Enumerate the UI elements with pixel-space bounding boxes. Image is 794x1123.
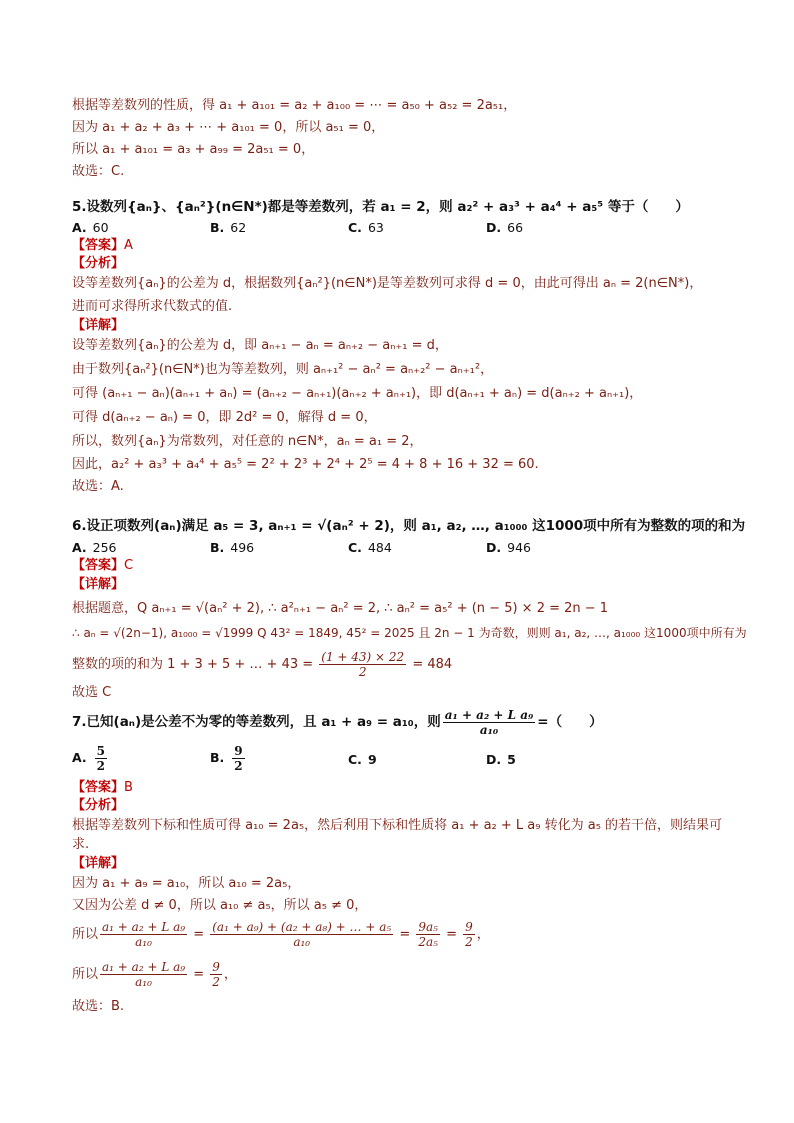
option-fraction: [232, 744, 244, 773]
q5-detail-line-2: 由于数列{aₙ²}(n∈N*)也为等差数列，则 aₙ₊₁² − aₙ² = aₙ₊₂² − aₙ₊₁²，: [72, 362, 494, 377]
fraction-numerator: 5: [96, 744, 106, 758]
q5-detail-line-1: 设等差数列{aₙ}的公差为 d，即 aₙ₊₁ − aₙ = aₙ₊₂ − aₙ₊₁ = d，: [72, 338, 448, 353]
fraction-numerator: (a₁ + a₉) + (a₂ + a₈) + … + a₅: [212, 920, 392, 934]
fraction-numerator: a₁ + a₂ + L a₉: [102, 960, 186, 974]
option-key: B.: [210, 540, 225, 555]
option-key: A.: [72, 750, 87, 765]
q6-choice-line: 故选 C: [72, 685, 112, 700]
q7-option-a: [72, 744, 109, 773]
fraction-numerator: 9: [465, 920, 473, 934]
option-value: 496: [230, 540, 255, 555]
q7-detail-line-4: 所以 $\frac{\text{a₁ + a₂ + L a₉}}{\text{a₁₀}}$ = $\frac{9}{2}$ ，: [72, 960, 237, 989]
q7-final-lhs-fraction: [100, 960, 187, 989]
option-key: C.: [348, 540, 362, 555]
q5-detail-line-6: 因此，a₂² + a₃³ + a₄⁴ + a₅⁵ = 2² + 2³ + 2⁴ + 2⁵ = 4 + 8 + 16 + 32 = 60.: [72, 457, 539, 472]
fraction-denominator: 2: [465, 935, 473, 949]
q6-detail-line-3: [72, 648, 452, 682]
option-fraction: [95, 744, 107, 773]
q7-analysis-line-1: 根据等差数列下标和性质可得 a₁₀ = 2a₅，然后利用下标和性质将 a₁ + a₂ + L a₉ 转化为 a₅ 的若干倍，则结果可: [72, 818, 723, 833]
prev-solution-line-2: 因为 a₁ + a₂ + a₃ + ⋯ + a₁₀₁ = 0，所以 a₅₁ = 0，: [72, 120, 385, 135]
fraction-denominator: a₁₀: [479, 722, 499, 737]
q5-detail-label: 【详解】: [72, 318, 125, 333]
fraction-numerator: 9: [212, 960, 220, 974]
answer-label: 【答案】: [72, 558, 125, 573]
q7-detail-line-2: 又因为公差 d ≠ 0，所以 a₁₀ ≠ a₅，所以 a₅ ≠ 0，: [72, 898, 368, 913]
option-key: D.: [486, 540, 502, 555]
q6-detail-label: 【详解】: [72, 577, 125, 592]
option-key: D.: [486, 752, 502, 767]
q7-simplified-fraction: [416, 920, 440, 949]
q7-so-text: 所以: [72, 967, 99, 982]
q7-option-c: [348, 752, 377, 767]
option-value: 5: [507, 752, 516, 767]
q5-analysis-line-1: 设等差数列{aₙ}的公差为 d，根据数列{aₙ²}(n∈N*)是等差数列可求得 d = 0，由此可得出 aₙ = 2(n∈N*)，: [72, 276, 703, 291]
option-value: 484: [367, 540, 392, 555]
q5-analysis-line-2: 进而可求得所求代数式的值.: [72, 299, 233, 314]
q6-detail-line-2: ∴ aₙ = √(2n−1), a₁₀₀₀ = √1999 Q 43² = 1849, 45² = 2025 且 2n − 1 为奇数，则则 a₁, a₂, …, a₁₀₀₀ 这1000项中所有为: [72, 626, 747, 640]
q5-detail-line-3: 可得 (aₙ₊₁ − aₙ)(aₙ₊₁ + aₙ) = (aₙ₊₂ − aₙ₊₁)(aₙ₊₂ + aₙ₊₁)，即 d(aₙ₊₁ + aₙ) = d(aₙ₊₂ + aₙ₊₁)，: [72, 386, 643, 401]
q5-option-b: [210, 220, 246, 235]
q7-detail-line-1: 因为 a₁ + a₉ = a₁₀，所以 a₁₀ = 2a₅，: [72, 876, 301, 891]
q7-so-text: 所以: [72, 927, 99, 942]
q7-lhs-fraction: [100, 920, 187, 949]
option-value: 9: [367, 752, 377, 767]
q7-result-fraction: [463, 920, 475, 949]
q6-option-b: [210, 540, 254, 555]
answer-label: 【答案】: [72, 238, 125, 253]
q7-choice-line: 故选：B.: [72, 999, 125, 1014]
fraction-numerator: 9: [234, 744, 243, 758]
q6-option-c: [348, 540, 392, 555]
q6-detail-line-1: 根据题意，Q aₙ₊₁ = √(aₙ² + 2), ∴ a²ₙ₊₁ − aₙ² = 2, ∴ aₙ² = a₅² + (n − 5) × 2 = 2n − 1: [72, 601, 609, 616]
option-key: D.: [486, 220, 502, 235]
q7-stem-text: 7.已知(aₙ)是公差不为零的等差数列，且 a₁ + a₉ = a₁₀，则: [72, 714, 441, 730]
fraction-numerator: a₁ + a₂ + L a₉: [102, 920, 186, 934]
prev-solution-line-1: 根据等差数列的性质，得 a₁ + a₁₀₁ = a₂ + a₁₀₀ = ⋯ = a₅₀ + a₅₂ = 2a₅₁，: [72, 98, 517, 113]
q5-option-d: [486, 220, 523, 235]
option-value: 60: [92, 220, 109, 235]
q7-detail-label: 【详解】: [72, 856, 125, 871]
fraction-numerator: (1 + 43) × 22: [321, 650, 405, 664]
q7-grouped-fraction: [210, 920, 393, 949]
fraction-numerator: a₁ + a₂ + L a₉: [444, 707, 534, 722]
option-value: 63: [367, 220, 384, 235]
option-value: 946: [507, 540, 531, 555]
fraction-numerator: 9a₅: [418, 920, 438, 934]
q5-stem: 5.设数列{aₙ}、{aₙ²}(n∈N*)都是等差数列，若 a₁ = 2，则 a₂² + a₃³ + a₄⁴ + a₅⁵ 等于（ ）: [72, 199, 689, 215]
q7-answer: [72, 779, 133, 797]
q7-stem-tail: =（ ）: [537, 714, 603, 730]
q6-sum-fraction: [319, 650, 406, 679]
q7-detail-line-3: 所以 $\frac{\text{a₁ + a₂ + L a₉}}{\text{a₁₀}}$ = $\frac{\text{(a₁ + a₉) + (a₂ + a₈) + … + a₅}}{\text{a₁₀}}$ = $\frac{\text{9a₅}}{\text{2a₅}}$ = $\frac{9}{2}$ ，: [72, 920, 490, 949]
fraction-denominator: a₁₀: [135, 935, 152, 949]
q5-choice-line: 故选：A.: [72, 479, 124, 494]
answer-value: C: [124, 558, 134, 573]
fraction-denominator: 2a₅: [418, 935, 438, 949]
fraction-denominator: 2: [234, 759, 243, 773]
answer-value: A: [124, 238, 133, 253]
q7-stem-fraction: [443, 708, 536, 737]
q6-option-d: [486, 540, 531, 555]
q5-option-a: [72, 220, 109, 235]
fraction-denominator: 2: [358, 665, 367, 679]
q6-option-a: [72, 540, 117, 555]
q6-sum-result: = 484: [408, 657, 453, 672]
prev-solution-line-3: 所以 a₁ + a₁₀₁ = a₃ + a₉₉ = 2a₅₁ = 0，: [72, 142, 315, 157]
q7-analysis-line-2: 求.: [72, 837, 90, 852]
option-value: 66: [507, 220, 524, 235]
fraction-denominator: a₁₀: [135, 975, 152, 989]
q5-answer: [72, 237, 133, 255]
option-key: A.: [72, 220, 87, 235]
answer-value: B: [124, 780, 133, 795]
prev-choice-line: 故选：C.: [72, 164, 125, 179]
option-key: A.: [72, 540, 87, 555]
fraction-denominator: 2: [212, 975, 220, 989]
option-key: C.: [348, 752, 362, 767]
q7-option-d: [486, 752, 516, 767]
option-value: 256: [92, 540, 117, 555]
q5-option-c: [348, 220, 384, 235]
q7-stem: [72, 704, 603, 740]
option-key: B.: [210, 220, 225, 235]
option-key: B.: [210, 750, 225, 765]
q6-sum-text: 整数的项的和为 1 + 3 + 5 + … + 43 =: [72, 657, 318, 672]
q5-detail-line-4: 可得 d(aₙ₊₂ − aₙ) = 0，即 2d² = 0，解得 d = 0，: [72, 410, 377, 425]
q7-analysis-label: 【分析】: [72, 798, 125, 813]
option-value: 62: [230, 220, 247, 235]
q5-analysis-label: 【分析】: [72, 256, 125, 271]
fraction-denominator: a₁₀: [293, 935, 311, 949]
option-key: C.: [348, 220, 362, 235]
q7-final-result-fraction: [210, 960, 222, 989]
q5-detail-line-5: 所以，数列{aₙ}为常数列，对任意的 n∈N*，aₙ = a₁ = 2，: [72, 434, 423, 449]
q6-answer: [72, 557, 133, 575]
q7-option-b: [210, 744, 247, 773]
fraction-denominator: 2: [96, 759, 106, 773]
q6-stem: 6.设正项数列(aₙ)满足 a₅ = 3, aₙ₊₁ = √(aₙ² + 2)，则 a₁, a₂, …, a₁₀₀₀ 这1000项中所有为整数的项的和为: [72, 518, 746, 534]
answer-label: 【答案】: [72, 780, 125, 795]
